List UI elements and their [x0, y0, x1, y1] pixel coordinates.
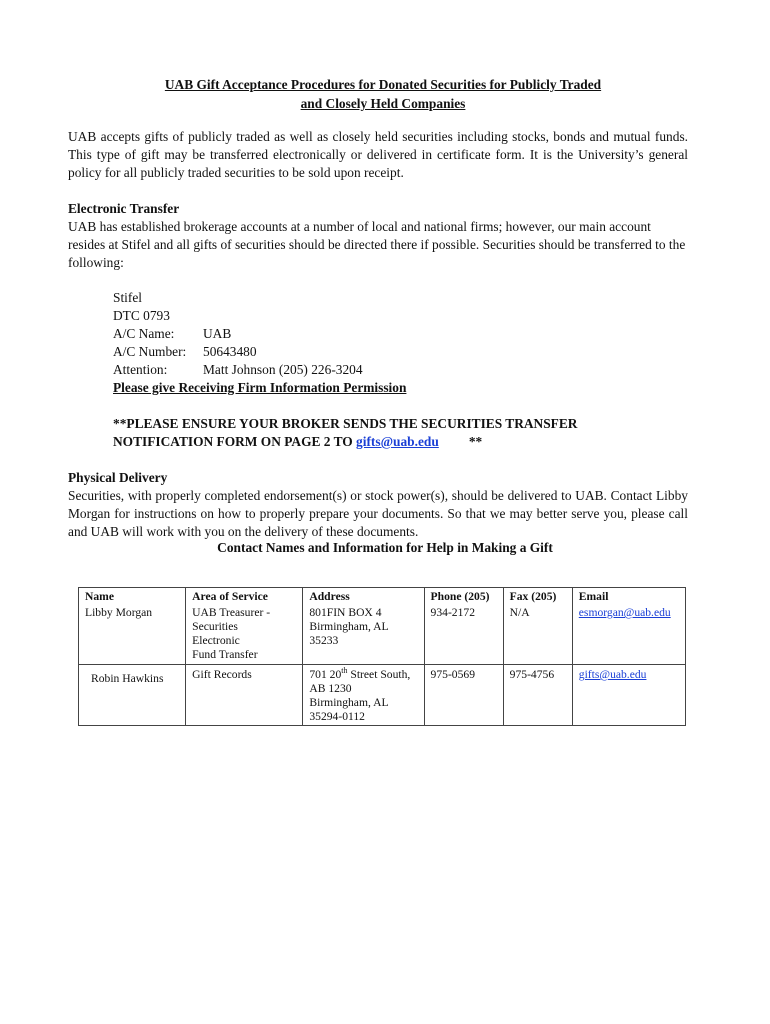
- account-number-label: A/C Number:: [113, 344, 187, 359]
- header-area: Area of Service: [186, 588, 303, 606]
- permission-note: Please give Receiving Firm Information Permission: [113, 380, 407, 395]
- electronic-transfer-section: [68, 200, 688, 272]
- address-line: Birmingham, AL: [309, 696, 389, 709]
- physical-delivery-section: [68, 469, 688, 541]
- area-line: Fund Transfer: [192, 648, 258, 661]
- header-name: Name: [79, 588, 186, 606]
- header-fax: Fax (205): [503, 588, 572, 606]
- contact-phone: 934-2172: [424, 605, 503, 665]
- dtc-number: DTC 0793: [113, 308, 170, 323]
- area-line: Gift Records: [192, 668, 252, 681]
- contact-email: [572, 605, 685, 665]
- attention-label: Attention:: [113, 362, 168, 377]
- intro-paragraph: UAB accepts gifts of publicly traded as well as closely held securities including stocks, bonds and mutual funds. This type of gift may be transferred electronically or delivered in certificate form. It is the University’s general policy for all publicly traded securities to be sold upon receipt.: [68, 129, 688, 180]
- notice-line-2: [113, 433, 693, 451]
- account-name-label: A/C Name:: [113, 326, 175, 341]
- address-line: 35233: [309, 634, 339, 647]
- email-link[interactable]: esmorgan@uab.edu: [578, 606, 671, 619]
- header-address: Address: [303, 588, 424, 606]
- firm-name: Stifel: [113, 290, 143, 305]
- header-phone: Phone (205): [424, 588, 503, 606]
- email-link[interactable]: gifts@uab.edu: [578, 668, 647, 681]
- electronic-transfer-heading: Electronic Transfer: [68, 201, 180, 216]
- address-street-name: Street South,: [347, 668, 411, 681]
- area-line: Securities: [192, 620, 238, 633]
- gifts-email-link[interactable]: gifts@uab.edu: [356, 434, 439, 449]
- contact-address: [303, 665, 424, 726]
- electronic-transfer-body: UAB has established brokerage accounts at a number of local and national firms; however, our main account resides at Stifel and all gifts of securities should be directed there if possible. Securities should be transferred to the following:: [68, 219, 686, 270]
- header-email: Email: [572, 588, 685, 606]
- notice-suffix: **: [468, 434, 483, 449]
- contact-email: [572, 665, 685, 726]
- table-row: [79, 665, 686, 726]
- area-line: Electronic: [192, 634, 240, 647]
- contact-fax: N/A: [503, 605, 572, 665]
- attention-value: Matt Johnson (205) 226-3204: [203, 362, 363, 377]
- account-number-row: [113, 343, 693, 361]
- attention-row: [113, 361, 693, 379]
- address-line: 801FIN BOX 4: [309, 606, 382, 619]
- table-header-row: [79, 588, 686, 606]
- title-line-2: and Closely Held Companies: [300, 96, 466, 111]
- address-street-number: 701 20: [309, 668, 342, 681]
- document-title: [68, 75, 698, 113]
- contact-phone: 975-0569: [424, 665, 503, 726]
- account-number-value: 50643480: [203, 344, 257, 359]
- contact-name: Robin Hawkins: [79, 665, 186, 726]
- transfer-info-block: [113, 289, 693, 397]
- contact-area: [186, 605, 303, 665]
- address-line: 35294-0112: [309, 710, 365, 723]
- address-ordinal-suffix: th: [341, 666, 348, 676]
- area-line: UAB Treasurer -: [192, 606, 271, 619]
- physical-delivery-heading: Physical Delivery: [68, 470, 168, 485]
- title-line-1: UAB Gift Acceptance Procedures for Donated Securities for Publicly Traded: [164, 77, 602, 92]
- address-line: AB 1230: [309, 682, 352, 695]
- table-row: [79, 605, 686, 665]
- account-name-row: [113, 325, 693, 343]
- address-line: Birmingham, AL: [309, 620, 389, 633]
- contacts-heading: Contact Names and Information for Help in Making a Gift: [217, 540, 553, 555]
- contacts-table: [78, 587, 686, 726]
- address-line: [309, 668, 417, 682]
- contact-area: [186, 665, 303, 726]
- account-name-value: UAB: [203, 326, 232, 341]
- physical-delivery-body: Securities, with properly completed endorsement(s) or stock power(s), should be delivered to UAB. Contact Libby Morgan for instructions on how to properly prepare your documents. So that we may better serve you, please call and UAB will work with you on the delivery of these documents.: [68, 488, 688, 539]
- notice-line-2-text: NOTIFICATION FORM ON PAGE 2 TO: [113, 434, 357, 449]
- broker-notice: [113, 415, 693, 451]
- contact-fax: 975-4756: [503, 665, 572, 726]
- contact-address: [303, 605, 424, 665]
- notice-line-1: **PLEASE ENSURE YOUR BROKER SENDS THE SECURITIES TRANSFER: [113, 416, 578, 431]
- contact-name: Libby Morgan: [79, 605, 186, 665]
